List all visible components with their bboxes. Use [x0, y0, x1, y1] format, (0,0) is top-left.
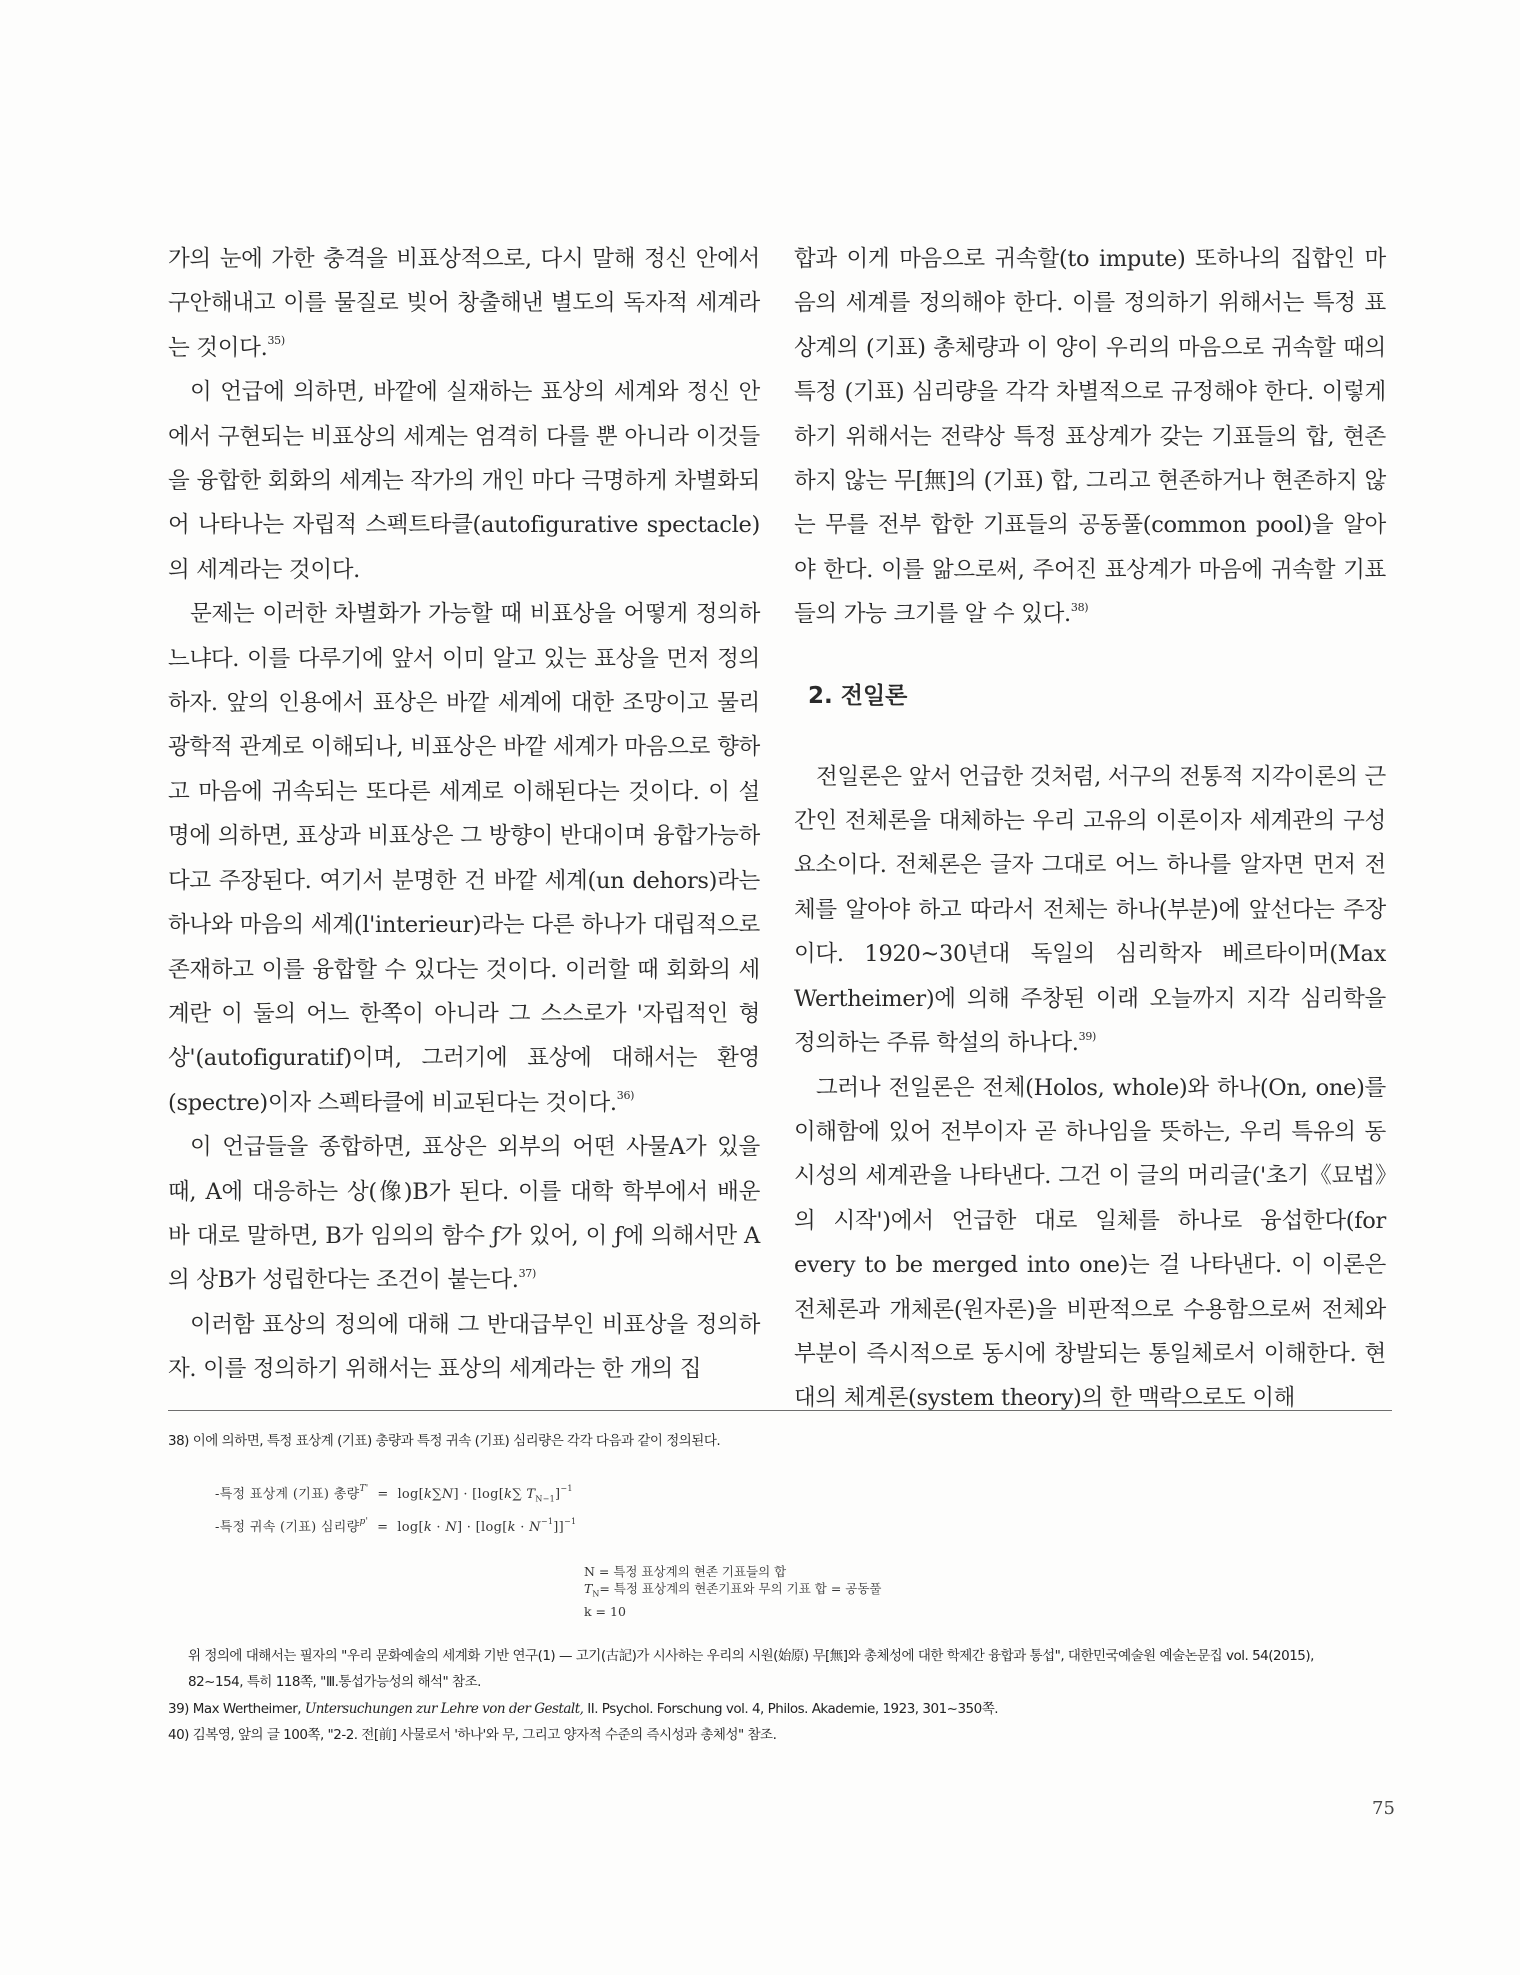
paragraph: 이 언급들을 종합하면, 표상은 외부의 어떤 사물A가 있을 때, A에 대응하는 상(像)B가 된다. 이를 대학 학부에서 배운 바 대로 말하면, B가 임의의 함수 ƒ가 있어, 이 ƒ에 의해서만 A의 상B가 성립한다는 조건이 붙는다.$^{37)}$ [168, 1134, 760, 1294]
footnote-38-note-cont: 82~154, 특히 118쪽, "Ⅲ.통섭가능성의 해석" 참조. [188, 1674, 481, 1690]
paragraph: 문제는 이러한 차별화가 가능할 때 비표상을 어떻게 정의하느냐다. 이를 다루기에 앞서 이미 알고 있는 표상을 먼저 정의하자. 앞의 인용에서 표상은 바깥 세계에 대한 조망이고 물리 광학적 관계로 이해되나, 비표상은 바깥 세계가 마음으로 향하고 마음에 귀속되는 또다른 세계로 이해된다는 것이다. 이 설명에 의하면, 표상과 비표상은 그 방향이 반대이며 융합가능하다고 주장된다. 여기서 분명한 건 바깥 세계(un dehors)라는 하나와 마음의 세계(l'interieur)라는 다른 하나가 대립적으로 존재하고 이를 융합할 수 있다는 것이다. 이러할 때 회화의 세계란 이 둘의 어느 한쪽이 아니라 그 스스로가 '자립적인 형상'(autofiguratif)이며, 그러기에 표상에 대해서는 환영(spectre)이자 스펙타클에 비교된다는 것이다.$^{36)}$ [168, 601, 760, 1116]
paragraph: 가의 눈에 가한 충격을 비표상적으로, 다시 말해 정신 안에서 구안해내고 이를 물질로 빚어 창출해낸 별도의 독자적 세계라는 것이다.$^{35)}$ [168, 246, 760, 361]
formula-psych: -특정 귀속 (기표) 심리량$^{p'} = \log[k \cdot N] \cdot [\log[k \cdot N^{-1}]]^{-1}$ [215, 1516, 577, 1535]
footnote-divider [168, 1410, 1392, 1411]
left-column [168, 237, 760, 1392]
footnote-38-note: 위 정의에 대해서는 필자의 "우리 문화예술의 세계화 기반 연구(1) — 고기(古記)가 시사하는 우리의 시원(始原) 무[無]와 총체성에 대한 학제간 융합과 통섭", 대한민국예술원 예술논문집 vol. 54(2015), [188, 1648, 1314, 1664]
paragraph: 전일론은 앞서 언급한 것처럼, 서구의 전통적 지각이론의 근간인 전체론을 대체하는 우리 고유의 이론이자 세계관의 구성요소이다. 전체론은 글자 그대로 어느 하나를 알자면 먼저 전체를 알아야 하고 따라서 전체는 하나(부분)에 앞선다는 주장이다. 1920~30년대 독일의 심리학자 베르타이머(Max Wertheimer)에 의해 주창된 이래 오늘까지 지각 심리학을 정의하는 주류 학설의 하나다.$^{39)}$ [794, 763, 1386, 1057]
paragraph: 이러함 표상의 정의에 대해 그 반대급부인 비표상을 정의하자. 이를 정의하기 위해서는 표상의 세계라는 한 개의 집 [168, 1311, 760, 1383]
right-column [794, 237, 1386, 1421]
paragraph: 이 언급에 의하면, 바깥에 실재하는 표상의 세계와 정신 안에서 구현되는 비표상의 세계는 엄격히 다를 뿐 아니라 이것들을 융합한 회화의 세계는 작가의 개인 마다 극명하게 차별화되어 나타나는 자립적 스펙트타클(autofigurative spectacle)의 세계라는 것이다. [168, 379, 760, 583]
paragraph: 그러나 전일론은 전체(Holos, whole)와 하나(On, one)를 이해함에 있어 전부이자 곧 하나임을 뜻하는, 우리 특유의 동시성의 세계관을 나타낸다. 그건 이 글의 머리글('초기《묘법》의 시작')에서 언급한 대로 일체를 하나로 융섭한다(for every to be merged into one)는 걸 나타낸다. 이 이론은 전체론과 개체론(원자론)을 비판적으로 수용함으로써 전체와 부분이 즉시적으로 동시에 창발되는 통일체로서 이해한다. 현대의 체계론(system theory)의 한 맥락으로도 이해 [794, 1074, 1386, 1412]
section-heading: 2. 전일론 [808, 682, 908, 709]
paragraph: 합과 이게 마음으로 귀속할(to impute) 또하나의 집합인 마음의 세계를 정의해야 한다. 이를 정의하기 위해서는 특정 표상계의 (기표) 총체량과 이 양이 우리의 마음으로 귀속할 때의 특정 (기표) 심리량을 각각 차별적으로 규정해야 한다. 이렇게 하기 위해서는 전략상 특정 표상계가 갖는 기표들의 합, 현존하지 않는 무[無]의 (기표) 합, 그리고 현존하거나 현존하지 않는 무를 전부 합한 기표들의 공동풀(common pool)을 알아야 한다. 이를 앎으로써, 주어진 표상계가 마음에 귀속할 기표들의 가능 크기를 알 수 있다.$^{38)}$ [794, 246, 1386, 628]
footnote-40: 40) 김복영, 앞의 글 100쪽, "2-2. 전[前] 사물로서 '하나'와 무, 그리고 양자적 수준의 즉시성과 총체성" 참조. [168, 1727, 777, 1743]
page-number: 75 [1372, 1798, 1395, 1819]
formula-total: -특정 표상계 (기표) 총량$^{T'}$ = log[k∑N] · [log[k∑ $T_{N-1}]^{-1}$ [215, 1483, 573, 1504]
formula-legend: N = 특정 표상계의 현존 기표들의 합 $T_N=$ 특정 표상계의 현존기표와 무의 기표 합 = 공동풀 k = 10 [584, 1564, 882, 1619]
footnote-39: 39) Max Wertheimer, Untersuchungen zur Lehre von der Gestalt, II. Psychol. Forschung vol. 4, Philos. Akademie, 1923, 301~350쪽. [168, 1701, 999, 1717]
footnote-38: 38) 이에 의하면, 특정 표상계 (기표) 총량과 특정 귀속 (기표) 심리량은 각각 다음과 같이 정의된다. [168, 1433, 721, 1449]
